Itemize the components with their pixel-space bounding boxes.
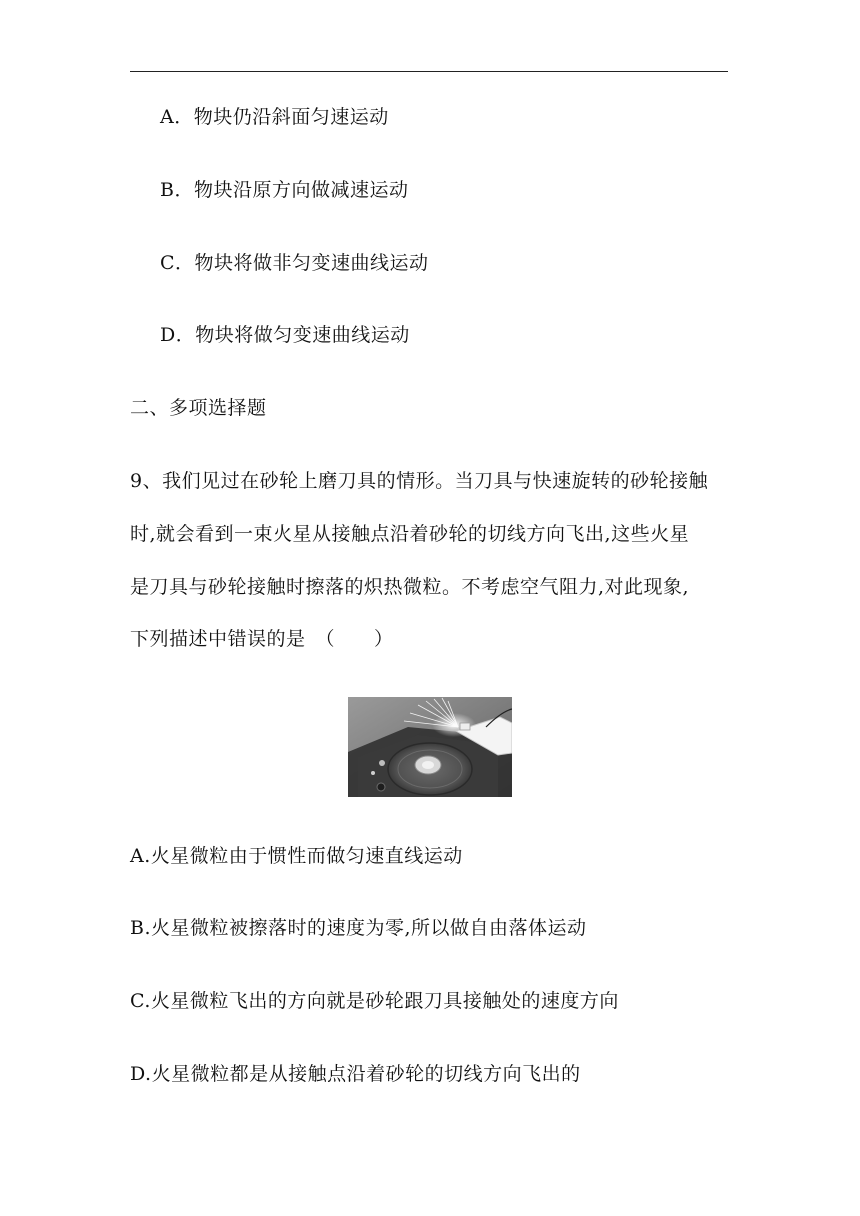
option-a: A.火星微粒由于惯性而做匀速直线运动: [130, 845, 463, 867]
option-d: D.火星微粒都是从接触点沿着砂轮的切线方向飞出的: [130, 1063, 581, 1085]
header-rule: [130, 71, 728, 72]
option-b: B.火星微粒被擦落时的速度为零,所以做自由落体运动: [130, 917, 587, 939]
prev-option-c: C．物块将做非匀变速曲线运动: [160, 252, 429, 274]
question-line-4: 下列描述中错误的是 （ ）: [130, 628, 394, 650]
question-line-2: 时,就会看到一束火星从接触点沿着砂轮的切线方向飞出,这些火星: [130, 523, 690, 545]
section-heading: 二、多项选择题: [130, 397, 267, 419]
question-line-1: 9、我们见过在砂轮上磨刀具的情形。当刀具与快速旋转的砂轮接触: [130, 470, 709, 492]
prev-option-d: D．物块将做匀变速曲线运动: [160, 324, 410, 346]
option-c: C.火星微粒飞出的方向就是砂轮跟刀具接触处的速度方向: [130, 990, 619, 1012]
grinding-wheel-sparks-photo: [348, 697, 512, 797]
prev-option-b: B．物块沿原方向做减速运动: [160, 179, 409, 201]
prev-option-a: A．物块仍沿斜面匀速运动: [160, 106, 389, 128]
question-line-3: 是刀具与砂轮接触时擦落的炽热微粒。不考虑空气阻力,对此现象,: [130, 576, 690, 598]
